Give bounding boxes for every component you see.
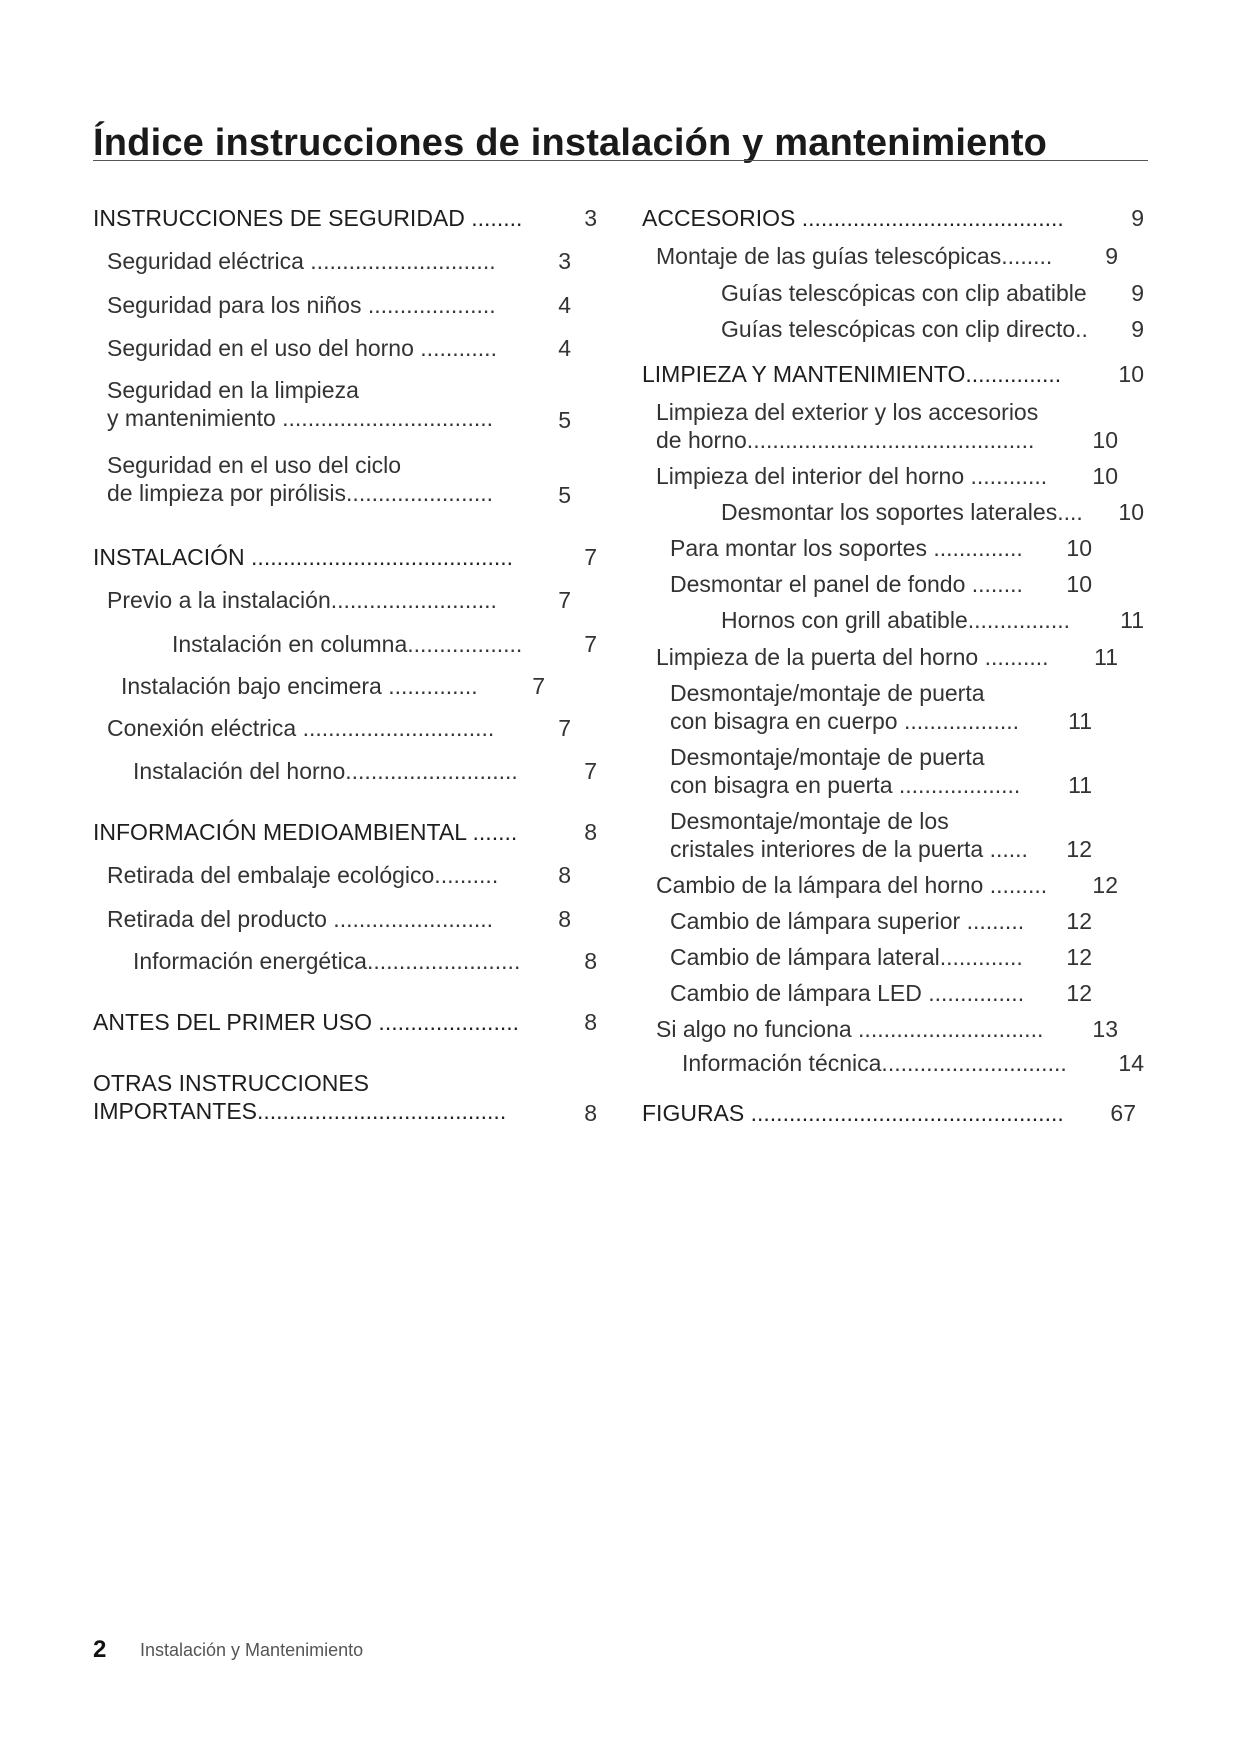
toc-entry[interactable]	[721, 498, 1083, 526]
toc-label: Previo a la instalación..........................	[107, 587, 497, 613]
toc-entry[interactable]	[107, 376, 493, 432]
toc-entry-environment[interactable]	[93, 818, 517, 846]
toc-entry[interactable]	[121, 672, 478, 700]
toc-entry[interactable]	[682, 1049, 1067, 1077]
toc-label: Información energética........................	[133, 948, 521, 974]
toc-entry[interactable]	[670, 807, 1028, 863]
toc-label: Desmontaje/montaje de los	[670, 808, 949, 834]
toc-entry-accessories[interactable]	[642, 204, 1064, 232]
toc-entry-safety[interactable]	[93, 204, 522, 232]
toc-entry-before-first-use[interactable]	[93, 1008, 519, 1036]
toc-page-number: 10	[1092, 427, 1118, 453]
toc-label: Retirada del embalaje ecológico..........	[107, 862, 499, 888]
toc-entry[interactable]	[670, 534, 1023, 562]
toc-entry[interactable]	[107, 861, 498, 889]
toc-page-number: 12	[1066, 944, 1092, 970]
toc-entry[interactable]	[656, 462, 1047, 490]
toc-page-number: 67	[1110, 1100, 1136, 1126]
page-title: Índice instrucciones de instalación y mantenimiento	[93, 122, 1048, 164]
toc-page-number: 11	[1094, 644, 1118, 670]
toc-entry[interactable]	[107, 451, 493, 507]
toc-entry[interactable]	[107, 334, 497, 362]
toc-label: FIGURAS .................................................	[642, 1100, 1064, 1126]
toc-label-line2: IMPORTANTES.......................................	[93, 1098, 507, 1124]
toc-label: Cambio de lámpara superior .........	[670, 908, 1025, 934]
toc-page-number: 9	[1131, 316, 1144, 342]
toc-label: Limpieza del exterior y los accesorios	[656, 399, 1039, 425]
toc-entry-other-instructions[interactable]	[93, 1069, 506, 1125]
toc-entry[interactable]	[721, 606, 1070, 634]
toc-page-number: 7	[558, 587, 571, 613]
toc-entry[interactable]	[670, 679, 1019, 735]
toc-label: Seguridad para los niños ....................	[107, 292, 496, 318]
toc-label: Instalación bajo encimera ..............	[121, 673, 478, 699]
toc-entry[interactable]	[721, 315, 1088, 343]
toc-page-number: 5	[558, 482, 571, 508]
toc-page-number: 7	[532, 673, 545, 699]
toc-page-number: 8	[584, 819, 597, 845]
toc-entry[interactable]	[107, 586, 497, 614]
toc-page-number: 8	[558, 862, 571, 888]
toc-page-number: 7	[558, 715, 571, 741]
toc-entry[interactable]	[670, 979, 1024, 1007]
toc-entry[interactable]	[670, 743, 1020, 799]
toc-label: OTRAS INSTRUCCIONES	[93, 1070, 370, 1096]
toc-page-number: 11	[1068, 772, 1092, 798]
toc-page-number: 4	[558, 335, 571, 361]
toc-label: ANTES DEL PRIMER USO ......................	[93, 1009, 520, 1035]
toc-label: INFORMACIÓN MEDIOAMBIENTAL .......	[93, 819, 518, 845]
toc-page-number: 10	[1066, 571, 1092, 597]
toc-label-line2: con bisagra en puerta ...................	[670, 772, 1021, 798]
toc-label: INSTRUCCIONES DE SEGURIDAD ........	[93, 205, 523, 231]
toc-label-line2: cristales interiores de la puerta ......	[670, 836, 1028, 862]
toc-label: Limpieza de la puerta del horno ..........	[656, 644, 1049, 670]
toc-label: Seguridad en el uso del ciclo	[107, 452, 402, 478]
toc-page-number: 7	[584, 544, 597, 570]
toc-page-number: 5	[558, 407, 571, 433]
toc-page-number: 7	[584, 758, 597, 784]
toc-entry[interactable]	[172, 630, 522, 658]
toc-entry[interactable]	[656, 398, 1038, 454]
toc-label-line2: de horno.............................................	[656, 427, 1035, 453]
toc-entry[interactable]	[656, 871, 1047, 899]
toc-entry-cleaning[interactable]	[642, 360, 1061, 388]
toc-page-number: 4	[558, 292, 571, 318]
toc-page-number: 3	[584, 205, 597, 231]
toc-label: Seguridad eléctrica .............................	[107, 248, 496, 274]
toc-entry[interactable]	[656, 242, 1052, 270]
toc-label: LIMPIEZA Y MANTENIMIENTO...............	[642, 361, 1062, 387]
footer-section-title: Instalación y Mantenimiento	[140, 1640, 364, 1660]
toc-entry[interactable]	[133, 947, 520, 975]
toc-page-number: 8	[584, 1100, 597, 1126]
toc-page-number: 3	[558, 248, 571, 274]
toc-page-number: 14	[1118, 1050, 1144, 1076]
toc-entry[interactable]	[656, 1015, 1043, 1043]
toc-label: Conexión eléctrica ..............................	[107, 715, 495, 741]
toc-entry-figures[interactable]	[642, 1099, 1064, 1127]
toc-label: ACCESORIOS .........................................	[642, 205, 1064, 231]
toc-entry[interactable]	[656, 643, 1049, 671]
toc-entry[interactable]	[670, 570, 1023, 598]
toc-label: Información técnica.............................	[682, 1050, 1067, 1076]
toc-page-number: 10	[1118, 499, 1144, 525]
toc-label: Seguridad en la limpieza	[107, 377, 359, 403]
toc-entry[interactable]	[107, 905, 493, 933]
toc-label: Desmontaje/montaje de puerta	[670, 680, 985, 706]
toc-page-number: 12	[1066, 908, 1092, 934]
toc-label: Desmontar los soportes laterales....	[721, 499, 1083, 525]
toc-page-number: 7	[584, 631, 597, 657]
toc-entry[interactable]	[107, 291, 496, 319]
toc-page-number: 12	[1066, 836, 1092, 862]
toc-page-number: 9	[1131, 280, 1144, 306]
footer-page-number: 2	[93, 1636, 107, 1663]
toc-label-line2: con bisagra en cuerpo ..................	[670, 708, 1020, 734]
toc-label-line2: y mantenimiento .................................	[107, 405, 494, 431]
toc-label: Cambio de la lámpara del horno .........	[656, 872, 1048, 898]
toc-page-number: 11	[1068, 708, 1092, 734]
toc-page-number: 8	[584, 1009, 597, 1035]
toc-label: Desmontaje/montaje de puerta	[670, 744, 985, 770]
title-underline	[93, 160, 1148, 161]
toc-label: Limpieza del interior del horno ............	[656, 463, 1048, 489]
toc-entry-installation[interactable]	[93, 543, 513, 571]
toc-page-number: 10	[1118, 361, 1144, 387]
toc-page-number: 9	[1105, 243, 1118, 269]
toc-label: Hornos con grill abatible................	[721, 607, 1070, 633]
toc-label: Cambio de lámpara lateral.............	[670, 944, 1023, 970]
toc-label: Seguridad en el uso del horno ............	[107, 335, 497, 361]
toc-entry[interactable]	[670, 943, 1023, 971]
toc-page-number: 8	[558, 906, 571, 932]
toc-label: Instalación del horno...........................	[133, 758, 518, 784]
toc-page-number: 9	[1131, 205, 1144, 231]
toc-label: Guías telescópicas con clip directo..	[721, 316, 1088, 342]
toc-entry[interactable]	[107, 714, 494, 742]
toc-label: Desmontar el panel de fondo ........	[670, 571, 1023, 597]
toc-label-line2: de limpieza por pirólisis.......................	[107, 480, 494, 506]
toc-entry[interactable]	[133, 757, 518, 785]
toc-page-number: 13	[1092, 1016, 1118, 1042]
toc-page-number: 11	[1120, 607, 1144, 633]
toc-label: Montaje de las guías telescópicas........	[656, 243, 1053, 269]
toc-entry[interactable]	[721, 279, 1087, 307]
toc-page-number: 12	[1066, 980, 1092, 1006]
toc-label: Si algo no funciona .............................	[656, 1016, 1044, 1042]
toc-page-number: 8	[584, 948, 597, 974]
toc-label: Retirada del producto .........................	[107, 906, 494, 932]
toc-page-number: 12	[1092, 872, 1118, 898]
toc-entry[interactable]	[670, 907, 1024, 935]
toc-label: Guías telescópicas con clip abatible	[721, 280, 1087, 306]
toc-label: Instalación en columna..................	[172, 631, 523, 657]
toc-page-number: 10	[1092, 463, 1118, 489]
toc-entry[interactable]	[107, 247, 496, 275]
toc-label: Cambio de lámpara LED ...............	[670, 980, 1025, 1006]
toc-page-number: 10	[1066, 535, 1092, 561]
toc-label: Para montar los soportes ..............	[670, 535, 1023, 561]
toc-label: INSTALACIÓN .........................................	[93, 544, 514, 570]
